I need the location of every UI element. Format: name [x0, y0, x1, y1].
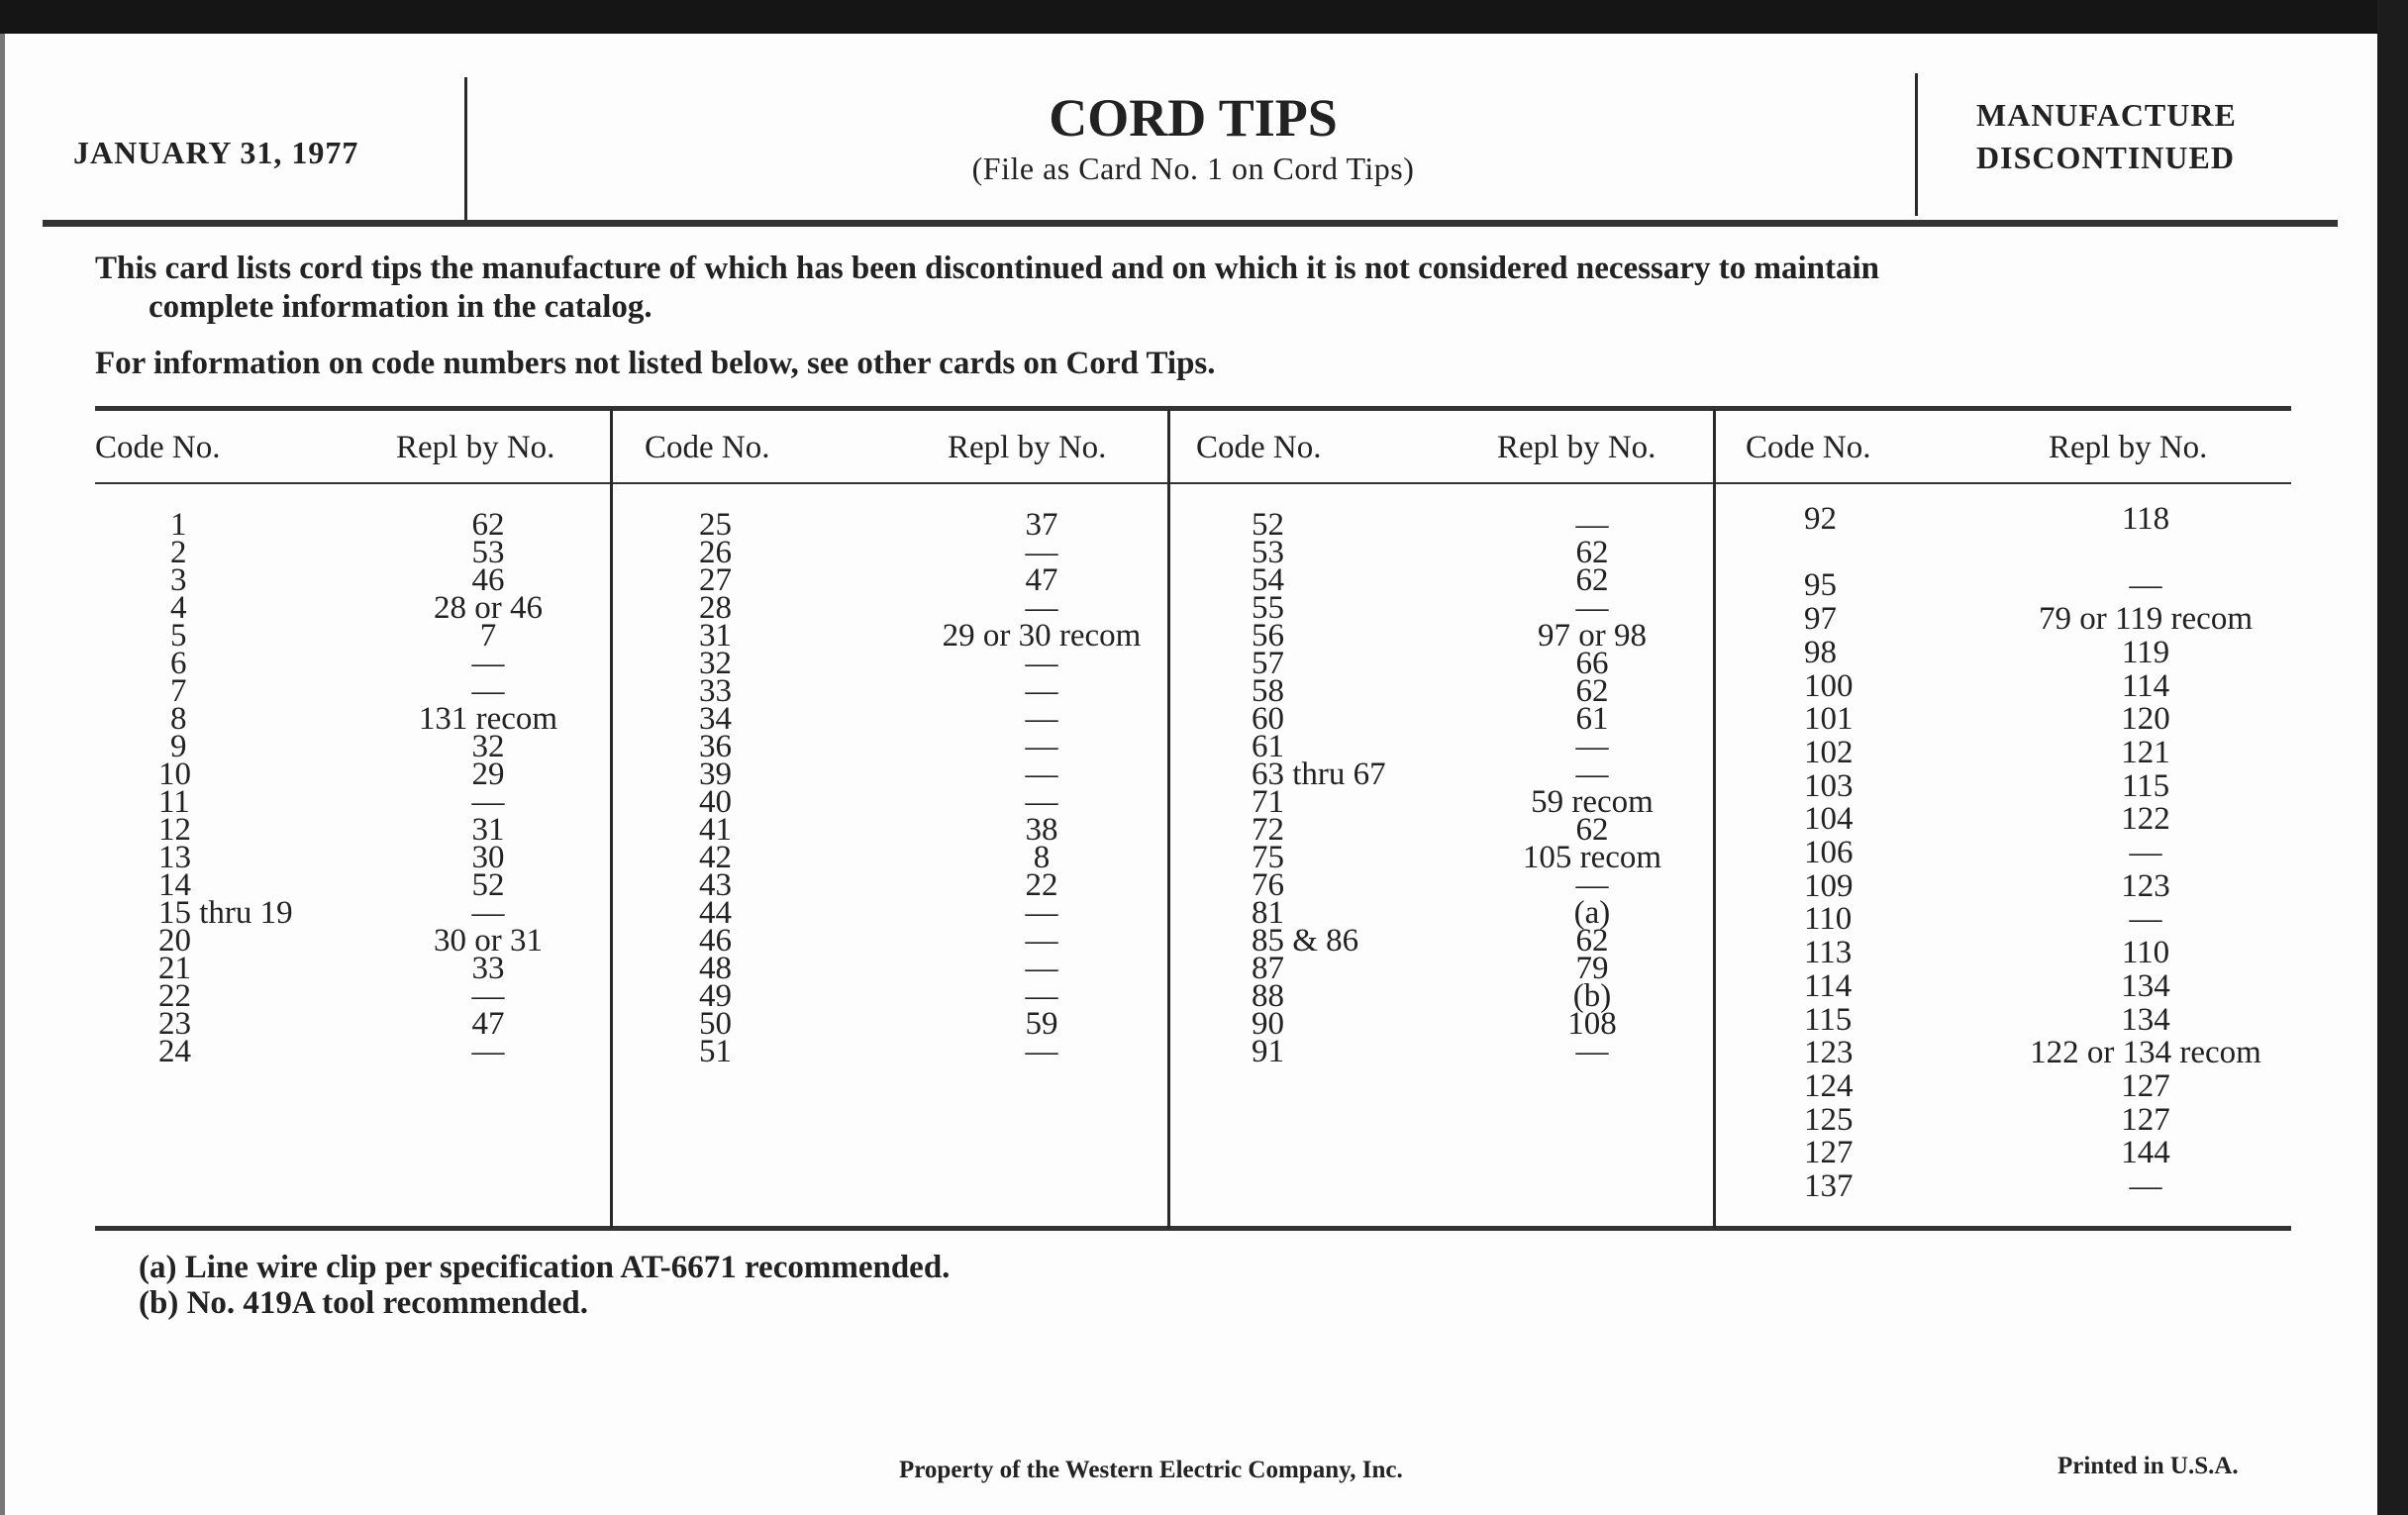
code-number: 7	[170, 673, 187, 709]
code-number: 27	[699, 562, 732, 598]
replacement-number: —	[471, 895, 505, 931]
code-number: 95	[1804, 567, 1837, 604]
replacement-number: 115	[2121, 767, 2170, 804]
header-repl-by-no: Repl by No.	[396, 430, 555, 465]
replacement-number: 122	[2121, 801, 2170, 838]
code-number: 40	[699, 784, 732, 820]
replacement-number: —	[1575, 757, 1609, 792]
code-number: 21	[158, 951, 191, 986]
replacement-number: 108	[1567, 1006, 1617, 1042]
replacement-number: —	[2129, 835, 2162, 870]
replacement-number: —	[2129, 1168, 2162, 1204]
replacement-number: 134	[2121, 1001, 2170, 1038]
header-code-no: Code No.	[1746, 430, 1871, 465]
replacement-number: —	[1025, 978, 1058, 1014]
replacement-number: 38	[1025, 812, 1058, 848]
header-divider-right	[1915, 73, 1918, 216]
replacement-number: 110	[2121, 935, 2170, 971]
code-number: 23	[158, 1006, 191, 1042]
replacement-number: 105 recom	[1522, 840, 1662, 875]
code-number: 72	[1252, 812, 1284, 848]
intro-line-3: For information on code numbers not listed below, see other cards on Cord Tips.	[95, 346, 1216, 381]
replacement-number: —	[1025, 784, 1058, 820]
header-repl-by-no: Repl by No.	[1497, 430, 1656, 465]
replacement-number: 127	[2121, 1067, 2170, 1104]
replacement-number: —	[471, 978, 505, 1014]
code-number: 114	[1804, 967, 1853, 1004]
code-number: 48	[699, 951, 732, 986]
replacement-number: —	[1025, 1034, 1058, 1069]
header-repl-by-no: Repl by No.	[948, 430, 1107, 465]
replacement-number: —	[1025, 923, 1058, 959]
scan-border-left	[0, 34, 5, 1515]
code-number: 15 thru 19	[158, 895, 293, 931]
replacement-number: 62	[1575, 923, 1609, 959]
replacement-number: 120	[2121, 701, 2170, 738]
replacement-number: —	[1025, 673, 1058, 709]
intro-line-1: This card lists cord tips the manufacture of which has been discontinued and on which it is not considered necessary to maintain	[95, 251, 1880, 286]
replacement-number: 46	[471, 562, 505, 598]
code-number: 46	[699, 923, 732, 959]
code-number: 10	[158, 757, 191, 792]
replacement-number: 79	[1575, 951, 1609, 986]
intro-line-2: complete information in the catalog.	[149, 289, 652, 325]
code-number: 92	[1804, 501, 1837, 537]
replacement-number: 62	[1575, 673, 1609, 709]
replacement-number: 62	[1575, 562, 1609, 598]
code-number: 57	[1252, 646, 1284, 681]
replacement-number: —	[1025, 701, 1058, 737]
replacement-number: 47	[471, 1006, 505, 1042]
code-number: 2	[170, 535, 187, 570]
replacement-number: 8	[1033, 840, 1051, 875]
scan-border-top	[0, 0, 2408, 34]
code-number: 42	[699, 840, 732, 875]
replacement-number: 7	[479, 618, 497, 654]
replacement-number: —	[1025, 535, 1058, 570]
replacement-number: —	[1025, 590, 1058, 626]
footer-printed: Printed in U.S.A.	[2057, 1453, 2239, 1479]
code-number: 113	[1804, 935, 1853, 971]
replacement-number: —	[471, 646, 505, 681]
replacement-number: 118	[2121, 501, 2170, 537]
replacement-number: 61	[1575, 701, 1609, 737]
code-number: 50	[699, 1006, 732, 1042]
replacement-number: 97 or 98	[1538, 618, 1647, 654]
replacement-number: 66	[1575, 646, 1609, 681]
code-number: 12	[158, 812, 191, 848]
replacement-number: 30 or 31	[434, 923, 543, 959]
replacement-number: 131 recom	[418, 701, 558, 737]
code-number: 54	[1252, 562, 1284, 598]
code-number: 88	[1252, 978, 1284, 1014]
replacement-number: 134	[2121, 967, 2170, 1004]
code-number: 106	[1804, 835, 1854, 870]
replacement-number: 28 or 46	[434, 590, 543, 626]
code-number: 34	[699, 701, 732, 737]
code-number: 63 thru 67	[1252, 757, 1386, 792]
code-number: 56	[1252, 618, 1284, 654]
code-number: 109	[1804, 867, 1854, 904]
code-number: 75	[1252, 840, 1284, 875]
code-number: 101	[1804, 701, 1854, 738]
replacement-number: —	[1025, 757, 1058, 792]
code-number: 28	[699, 590, 732, 626]
code-number: 61	[1252, 729, 1284, 764]
replacement-number: 47	[1025, 562, 1058, 598]
code-number: 9	[170, 729, 187, 764]
code-number: 39	[699, 757, 732, 792]
code-number: 123	[1804, 1035, 1854, 1071]
replacement-number: —	[1575, 507, 1609, 543]
replacement-number: 29 or 30 recom	[942, 618, 1142, 654]
replacement-number: 59 recom	[1531, 784, 1654, 820]
code-number: 103	[1804, 767, 1854, 804]
code-number: 71	[1252, 784, 1284, 820]
code-number: 98	[1804, 634, 1837, 670]
code-number: 55	[1252, 590, 1284, 626]
code-number: 41	[699, 812, 732, 848]
code-number: 91	[1252, 1034, 1284, 1069]
replacement-number: —	[471, 1034, 505, 1069]
replacement-number: 114	[2121, 667, 2170, 704]
code-number: 26	[699, 535, 732, 570]
code-number: 76	[1252, 867, 1284, 903]
header-divider-left	[464, 77, 467, 224]
replacement-number: —	[471, 784, 505, 820]
header-repl-by-no: Repl by No.	[2049, 430, 2208, 465]
replacement-number: 127	[2121, 1101, 2170, 1138]
replacement-number: 62	[471, 507, 505, 543]
code-number: 58	[1252, 673, 1284, 709]
code-number: 127	[1804, 1135, 1854, 1171]
code-number: 6	[170, 646, 187, 681]
replacement-number: 32	[471, 729, 505, 764]
replacement-number: —	[1025, 729, 1058, 764]
replacement-number: 62	[1575, 812, 1609, 848]
code-number: 33	[699, 673, 732, 709]
code-number: 110	[1804, 901, 1853, 938]
replacement-number: 52	[471, 867, 505, 903]
code-number: 97	[1804, 601, 1837, 638]
code-number: 25	[699, 507, 732, 543]
code-number: 5	[170, 618, 187, 654]
replacement-number: 33	[471, 951, 505, 986]
replacement-number: —	[1025, 895, 1058, 931]
status-line-2: DISCONTINUED	[1976, 140, 2235, 175]
replacement-number: 121	[2121, 734, 2170, 770]
replacement-number: 37	[1025, 507, 1058, 543]
card-title: CORD TIPS	[1049, 88, 1338, 148]
code-number: 90	[1252, 1006, 1284, 1042]
replacement-number: 29	[471, 757, 505, 792]
replacement-number: —	[1025, 646, 1058, 681]
table-top-rule	[95, 406, 2291, 411]
replacement-number: 79 or 119 recom	[2039, 601, 2253, 638]
replacement-number: 22	[1025, 867, 1058, 903]
replacement-number: —	[2129, 901, 2162, 938]
status-line-1: MANUFACTURE	[1976, 97, 2237, 133]
code-number: 53	[1252, 535, 1284, 570]
replacement-number: —	[1025, 951, 1058, 986]
replacement-number: —	[1575, 729, 1609, 764]
code-number: 125	[1804, 1101, 1854, 1138]
replacement-number: 122 or 134 recom	[2030, 1035, 2261, 1071]
replacement-number: —	[2129, 567, 2162, 604]
table-header-rule	[95, 482, 2291, 484]
footnote-a: (a) Line wire clip per specification AT-6671 recommended.	[139, 1250, 951, 1285]
footnote-b: (b) No. 419A tool recommended.	[139, 1285, 589, 1321]
code-number: 31	[699, 618, 732, 654]
card-date: JANUARY 31, 1977	[73, 135, 359, 170]
code-number: 3	[170, 562, 187, 598]
replacement-number: —	[1575, 1034, 1609, 1069]
replacement-number: (b)	[1572, 978, 1612, 1014]
replacement-number: (a)	[1573, 895, 1611, 931]
replacement-number: —	[1575, 867, 1609, 903]
code-number: 20	[158, 923, 191, 959]
code-number: 4	[170, 590, 187, 626]
header-code-no: Code No.	[1196, 430, 1322, 465]
replacement-number: 119	[2121, 634, 2170, 670]
code-number: 22	[158, 978, 191, 1014]
replacement-number: 144	[2121, 1135, 2170, 1171]
code-number: 13	[158, 840, 191, 875]
code-number: 24	[158, 1034, 191, 1069]
code-number: 102	[1804, 734, 1854, 770]
code-number: 104	[1804, 801, 1854, 838]
code-number: 32	[699, 646, 732, 681]
code-number: 85 & 86	[1252, 923, 1359, 959]
code-number: 11	[158, 784, 190, 820]
code-number: 44	[699, 895, 732, 931]
code-number: 51	[699, 1034, 732, 1069]
header-code-no: Code No.	[645, 430, 770, 465]
replacement-number: 30	[471, 840, 505, 875]
code-number: 49	[699, 978, 732, 1014]
code-number: 14	[158, 867, 191, 903]
code-number: 8	[170, 701, 187, 737]
replacement-number: 31	[471, 812, 505, 848]
replacement-number: —	[471, 673, 505, 709]
table-bottom-rule	[95, 1226, 2291, 1231]
code-number: 60	[1252, 701, 1284, 737]
header-rule	[43, 220, 2338, 227]
code-number: 115	[1804, 1001, 1853, 1038]
code-number: 36	[699, 729, 732, 764]
scan-border-right	[2377, 0, 2408, 1515]
replacement-number: 62	[1575, 535, 1609, 570]
code-number: 43	[699, 867, 732, 903]
replacement-number: —	[1575, 590, 1609, 626]
card-subtitle: (File as Card No. 1 on Cord Tips)	[971, 151, 1415, 186]
code-number: 100	[1804, 667, 1854, 704]
code-number: 52	[1252, 507, 1284, 543]
code-number: 81	[1252, 895, 1284, 931]
code-number: 87	[1252, 951, 1284, 986]
footer-property: Property of the Western Electric Company, Inc.	[899, 1457, 1403, 1483]
header-code-no: Code No.	[95, 430, 221, 465]
code-number: 1	[170, 507, 187, 543]
replacement-number: 123	[2121, 867, 2170, 904]
code-number: 124	[1804, 1067, 1854, 1104]
code-number: 137	[1804, 1168, 1854, 1204]
replacement-number: 53	[471, 535, 505, 570]
replacement-number: 59	[1025, 1006, 1058, 1042]
